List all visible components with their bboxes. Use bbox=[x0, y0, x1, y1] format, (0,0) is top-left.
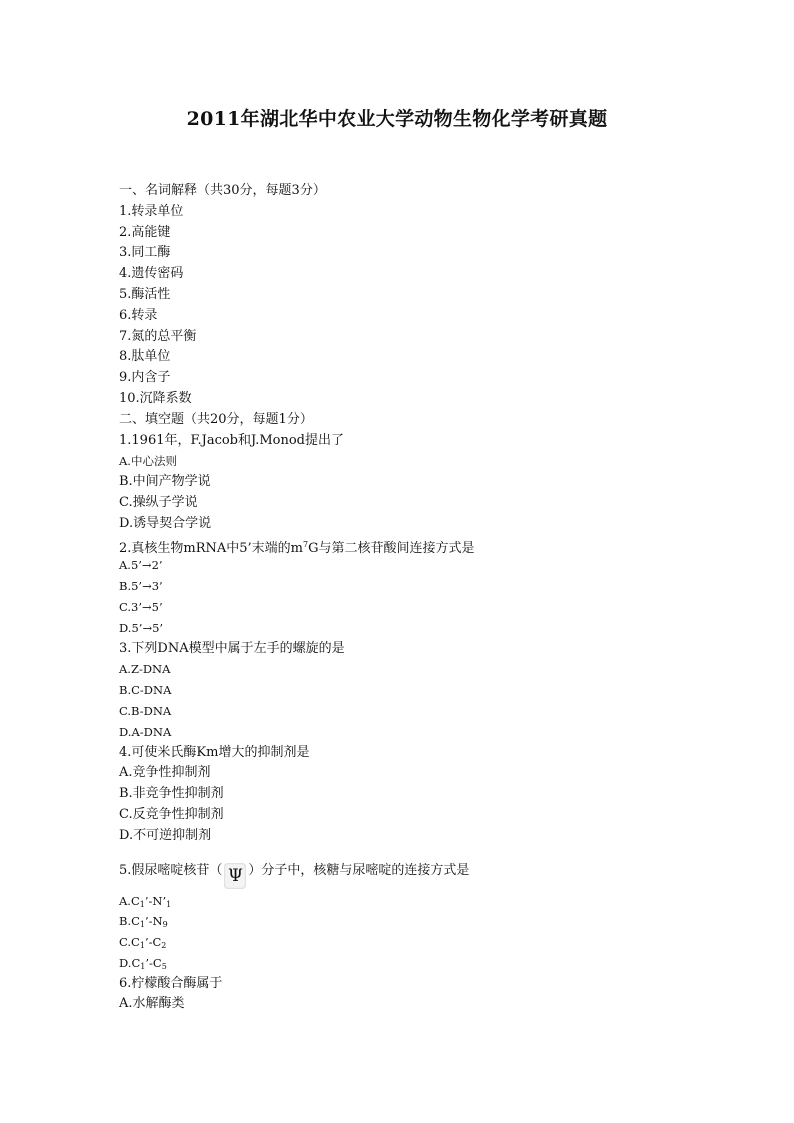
term-item: 5.酶活性 bbox=[119, 286, 171, 302]
question-5-prefix: 5.假尿嘧啶核苷（ bbox=[119, 862, 223, 878]
option-item: C.3’→5’ bbox=[119, 599, 163, 614]
option-subscript: 1 bbox=[139, 899, 145, 909]
option-item: A.竞争性抑制剂 bbox=[119, 765, 211, 781]
option-subscript: 1 bbox=[139, 941, 145, 951]
psi-symbol-icon: Ψ bbox=[224, 863, 246, 889]
option-text: A.C bbox=[119, 893, 140, 908]
option-text: B.C bbox=[119, 914, 140, 929]
option-item: A.中心法则 bbox=[119, 454, 177, 469]
option-item: A.5’→2’ bbox=[119, 558, 163, 573]
option-item bbox=[119, 891, 719, 912]
term-item: 2.高能键 bbox=[119, 224, 171, 240]
option-item: C.操纵子学说 bbox=[119, 494, 198, 510]
question-2-sup: 7 bbox=[303, 539, 309, 549]
option-item bbox=[119, 911, 719, 932]
option-item: B.C-DNA bbox=[119, 683, 172, 698]
option-item: D.不可逆抑制剂 bbox=[119, 827, 212, 843]
option-item: B.中间产物学说 bbox=[119, 474, 211, 490]
question-6: 6.柠檬酸合酶属于 bbox=[119, 975, 223, 991]
term-item: 6.转录 bbox=[119, 307, 158, 323]
option-item: B.非竞争性抑制剂 bbox=[119, 786, 224, 802]
option-text: D.C bbox=[119, 955, 141, 970]
option-item: C.反竞争性抑制剂 bbox=[119, 806, 224, 822]
option-item: A.Z-DNA bbox=[119, 662, 171, 677]
option-text: ’-N’ bbox=[144, 893, 167, 908]
option-item: B.5’→3’ bbox=[119, 579, 163, 594]
option-subscript: 1 bbox=[139, 920, 145, 930]
option-item: D.诱导契合学说 bbox=[119, 515, 212, 531]
term-item: 10.沉降系数 bbox=[119, 390, 192, 406]
question-2 bbox=[119, 535, 719, 556]
term-item: 9.内含子 bbox=[119, 370, 171, 386]
option-item: D.5’→5’ bbox=[119, 620, 164, 635]
question-5 bbox=[119, 851, 719, 891]
question-5-suffix: ）分子中，核糖与尿嘧啶的连接方式是 bbox=[248, 862, 470, 878]
term-item: 8.肽单位 bbox=[119, 349, 171, 365]
question-3: 3.下列DNA模型中属于左手的螺旋的是 bbox=[119, 640, 345, 656]
term-item: 1.转录单位 bbox=[119, 203, 184, 219]
question-1: 1.1961年，F.Jacob和J.Monod提出了 bbox=[119, 432, 344, 448]
option-subscript: 1 bbox=[140, 961, 146, 971]
term-item: 7.氮的总平衡 bbox=[119, 328, 197, 344]
question-4: 4.可使米氏酶Km增大的抑制剂是 bbox=[119, 744, 310, 760]
question-2-suffix: G与第二核苷酸间连接方式是 bbox=[308, 540, 475, 556]
section-heading-fill: 二、填空题（共20分，每题1分） bbox=[119, 411, 313, 427]
term-item: 4.遗传密码 bbox=[119, 266, 184, 282]
option-text: C.C bbox=[119, 935, 140, 950]
option-item bbox=[119, 953, 719, 974]
option-subscript: 1 bbox=[166, 899, 172, 909]
option-text: ’-N bbox=[145, 914, 163, 929]
option-subscript: 9 bbox=[162, 920, 168, 930]
document-title: 2011年湖北华中农业大学动物生物化学考研真题 bbox=[186, 108, 608, 130]
option-item: A.水解酶类 bbox=[119, 996, 185, 1012]
question-2-prefix: 2.真核生物mRNA中5’末端的m bbox=[119, 540, 304, 556]
option-item: C.B-DNA bbox=[119, 703, 172, 718]
option-item bbox=[119, 932, 719, 953]
option-subscript: 2 bbox=[161, 941, 167, 951]
option-item: D.A-DNA bbox=[119, 724, 172, 739]
question-list bbox=[119, 181, 719, 1015]
section-heading-terms: 一、名词解释（共30分，每题3分） bbox=[119, 183, 326, 198]
term-item: 3.同工酶 bbox=[119, 245, 171, 261]
option-text: ’-C bbox=[145, 955, 162, 970]
option-subscript: 5 bbox=[161, 961, 167, 971]
option-text: ’-C bbox=[144, 935, 162, 950]
